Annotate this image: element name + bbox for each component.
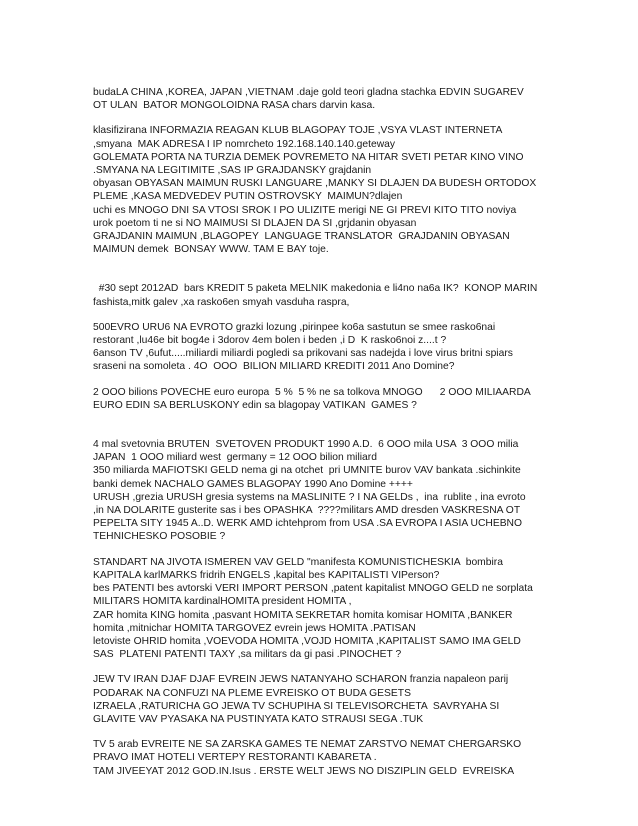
text-line: ,smyana MAK ADRESA I IP nomrcheto 192.168.140.140.geteway bbox=[93, 138, 396, 150]
text-line: MAIMUN demek BONSAY WWW. TAM E BAY toje. bbox=[93, 244, 329, 256]
text-line: OT ULAN BATOR MONGOLOIDNA RASA chars darvin kasa. bbox=[93, 100, 376, 112]
text-line: JEW TV IRAN DJAF DJAF EVREIN JEWS NATANYAHO SCHARON franzia napaleon parij bbox=[93, 674, 509, 686]
text-line: obyasan OBYASAN MAIMUN RUSKI LANGUARE ,MANKY SI DLAJEN DA BUDESH ORTODOX bbox=[93, 178, 537, 190]
text-line: IZRAELA ,RATURICHA GO JEWA TV SCHUPIHA SI TELEVISORCHETA SAVRYAHA SI bbox=[93, 700, 500, 712]
text-line: URUSH ,grezia URUSH gresia systems na MASLINITE ? I NA GELDs , ina rublite , ina evroto bbox=[93, 491, 526, 503]
paragraph-7 bbox=[93, 556, 613, 662]
text-line: banki demek NACHALO GAMES BLAGOPAY 1990 Ano Domine ++++ bbox=[93, 478, 413, 490]
text-line: TV 5 arab EVREITE NE SA ZARSKA GAMES TE NEMAT ZARSTVO NEMAT CHERGARSKO bbox=[93, 739, 522, 751]
document-page bbox=[93, 86, 613, 778]
paragraph-6 bbox=[93, 438, 613, 544]
paragraph-2 bbox=[93, 124, 613, 256]
paragraph-8 bbox=[93, 673, 613, 726]
text-line: ZAR homita KING homita ,pasvant HOMITA SEKRETAR homita komisar HOMITA ,BANKER bbox=[93, 609, 513, 621]
text-line: JAPAN 1 OOO miliard west germany = 12 OOO bilion miliard bbox=[93, 452, 377, 464]
text-line: restorant ,lu46e bit bog4e i 3dorov 4em bolen i beden ,i D K rasko6noi z....t ? bbox=[93, 335, 447, 347]
text-line: TAM JIVEEYAT 2012 GOD.IN.Isus . ERSTE WELT JEWS NO DISZIPLIN GELD EVREISKA bbox=[93, 765, 515, 777]
paragraph-1 bbox=[93, 86, 613, 112]
text-line: urok poetom ti ne si NO MAIMUSI SI DLAJEN DA SI ,grjdanin obyasan bbox=[93, 217, 417, 229]
text-line: budaLA CHINA ,KOREA, JAPAN ,VIETNAM .daje gold teori gladna stachka EDVIN SUGAREV bbox=[93, 87, 524, 98]
text-line: GRAJDANIN MAIMUN ,BLAGOPEY LANGUAGE TRANSLATOR GRAJDANIN OBYASAN bbox=[93, 231, 510, 243]
text-line: KAPITALA karlMARKS fridrih ENGELS ,kapital bes KAPITALISTI VIPerson? bbox=[93, 569, 440, 581]
text-line: PEPELTA SITY 1945 A..D. WERK AMD ichtehprom from USA .SA EVROPA I ASIA UCHEBNO bbox=[93, 518, 523, 530]
text-line: PODARAK NA CONFUZI NA PLEME EVREISKO OT BUDA GESETS bbox=[93, 687, 411, 699]
text-line: STANDART NA JIVOTA ISMEREN VAV GELD "manifesta KOMUNISTICHESKIA bombira bbox=[93, 556, 503, 568]
text-line: 500EVRO URU6 NA EVROTO grazki lozung ,pirinpee ko6a sastutun se smee rasko6nai bbox=[93, 321, 496, 333]
paragraph-9 bbox=[93, 738, 613, 778]
text-line: uchi es MNOGO DNI SA VTOSI SROK I PO ULIZITE merigi NE GI PREVI KITO TITO noviya bbox=[93, 204, 517, 216]
text-line: homita ,mitnichar HOMITA TARGOVEZ evrein jews HOMITA .PATISAN bbox=[93, 622, 416, 634]
text-line: 4 mal svetovnia BRUTEN SVETOVEN PRODUKT 1990 A.D. 6 OOO mila USA 3 OOO milia bbox=[93, 439, 519, 451]
text-line: letoviste OHRID homita ,VOEVODA HOMITA ,VOJD HOMITA ,KAPITALIST SAMO IMA GELD bbox=[93, 635, 521, 647]
paragraph-5 bbox=[93, 386, 613, 412]
paragraph-3 bbox=[93, 282, 613, 308]
text-line: PLEME ,KASA MEDVEDEV PUTIN OSTROVSKY MAIMUN?dlajen bbox=[93, 191, 403, 203]
text-line: 2 OOO bilions POVECHE euro europa 5 % 5 % ne sa tolkova MNOGO 2 OOO MILIAARDA bbox=[93, 386, 531, 398]
text-line: #30 sept 2012AD bars KREDIT 5 paketa MELNIK makedonia e li4no na6a IK? KONOP MARIN bbox=[93, 283, 538, 295]
text-line: SAS PLATENI PATENTI TAXY ,sa militars da gi pasi .PINOCHET ? bbox=[93, 649, 402, 661]
text-line: GLAVITE VAV PYASAKA NA PUSTINYATA KATO STRAUSI SEGA .TUK bbox=[93, 713, 424, 725]
text-line: 6anson TV ,6ufut.....miliardi miliardi pogledi sa prikovani sas nadejda i love virus britni spiars bbox=[93, 348, 513, 360]
text-line: MILITARS HOMITA kardinalHOMITA president HOMITA , bbox=[93, 596, 352, 608]
text-line: GOLEMATA PORTA NA TURZIA DEMEK POVREMETO NA HITAR SVETI PETAR KINO VINO bbox=[93, 151, 524, 163]
text-line: ,in NA DOLARITE gusterite sas i bes OPASHKA ????militars AMD dresden VASKRESNA OT bbox=[93, 505, 521, 517]
text-line: TEHNICHESKO POSOBIE ? bbox=[93, 531, 226, 543]
text-line: sraseni na somoleta . 4O OOO BILION MILIARD KREDITI 2011 Ano Domine? bbox=[93, 361, 455, 373]
text-line: PRAVO IMAT HOTELI VERTEPY RESTORANTI KABARETA . bbox=[93, 752, 377, 764]
text-line: 350 miliarda MAFIOTSKI GELD nema gi na otchet pri UMNITE burov VAV bankata .sichinkite bbox=[93, 465, 521, 477]
text-line: klasifizirana INFORMAZIA REAGAN KLUB BLAGOPAY TOJE ,VSYA VLAST INTERNETA bbox=[93, 125, 503, 137]
text-line: .SMYANA NA LEGITIMITE ,SAS IP GRAJDANSKY grajdanin bbox=[93, 165, 372, 177]
text-line: EURO EDIN SA BERLUSKONY edin sa blagopay VATIKAN GAMES ? bbox=[93, 399, 417, 411]
text-line: fashista,mitk galev ,xa rasko6en smyah vasduha raspra, bbox=[93, 296, 350, 308]
paragraph-4 bbox=[93, 321, 613, 374]
text-line: bes PATENTI bes avtorski VERI IMPORT PERSON ,patent kapitalist MNOGO GELD ne sorplata bbox=[93, 583, 533, 595]
